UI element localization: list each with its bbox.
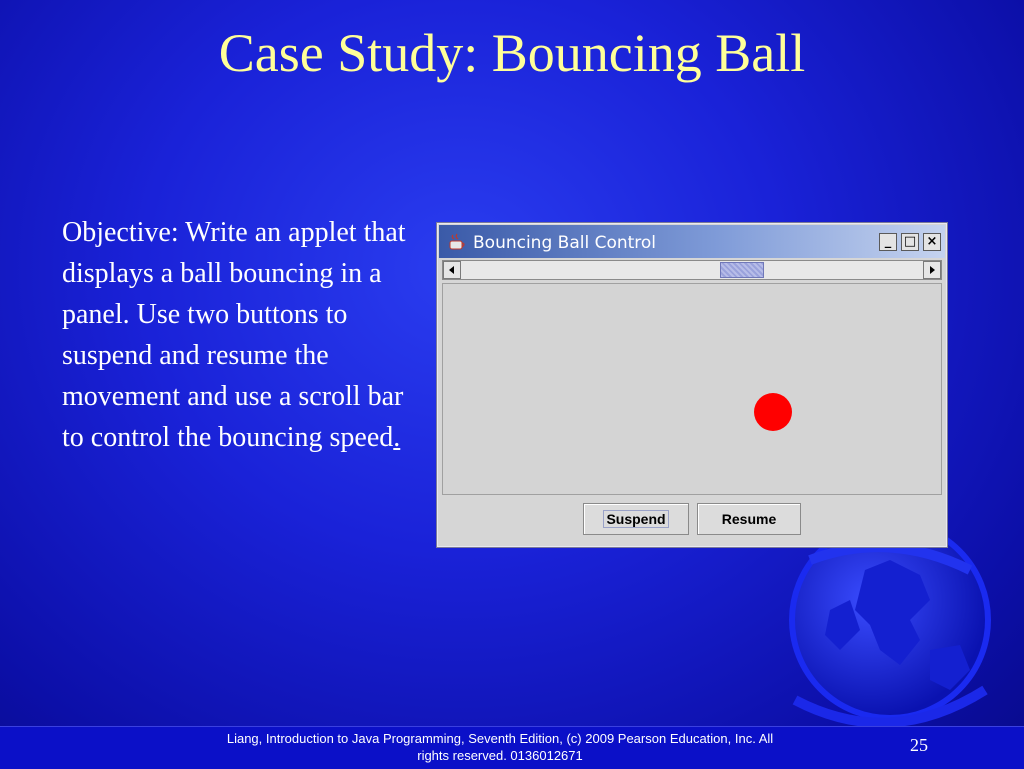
window-titlebar[interactable] <box>439 225 945 258</box>
bouncing-ball-window <box>436 222 948 548</box>
footer <box>0 726 1024 769</box>
suspend-button[interactable] <box>583 503 689 535</box>
objective-end: . <box>393 422 401 453</box>
maximize-button[interactable]: □ <box>901 233 919 251</box>
objective-text <box>62 212 412 458</box>
ball-panel <box>442 283 942 495</box>
slide-title: Case Study: Bouncing Ball <box>218 23 806 83</box>
suspend-button-label: Suspend <box>603 510 668 528</box>
footer-line-2: rights reserved. 0136012671 <box>417 748 583 763</box>
scrollbar-thumb[interactable] <box>720 262 764 278</box>
page-number: 25 <box>910 735 928 755</box>
objective-main: Objective: Write an applet that displays a ball bouncing in a panel. Use two buttons to suspend and resume the movement and use a scroll bar to control the bouncing speed <box>62 217 406 453</box>
minimize-button[interactable]: _ <box>879 233 897 251</box>
bouncing-ball <box>754 393 792 431</box>
speed-scrollbar[interactable] <box>442 260 942 280</box>
close-button[interactable]: × <box>923 233 941 251</box>
window-title: Bouncing Ball Control <box>473 233 657 253</box>
scroll-left-arrow-icon[interactable] <box>443 261 461 279</box>
scroll-right-arrow-icon[interactable] <box>923 261 941 279</box>
java-coffee-icon <box>447 233 467 251</box>
resume-button[interactable]: Resume <box>697 503 801 535</box>
footer-copyright <box>200 730 800 764</box>
footer-line-1: Liang, Introduction to Java Programming, Seventh Edition, (c) 2009 Pearson Education, Inc. All <box>226 731 774 746</box>
